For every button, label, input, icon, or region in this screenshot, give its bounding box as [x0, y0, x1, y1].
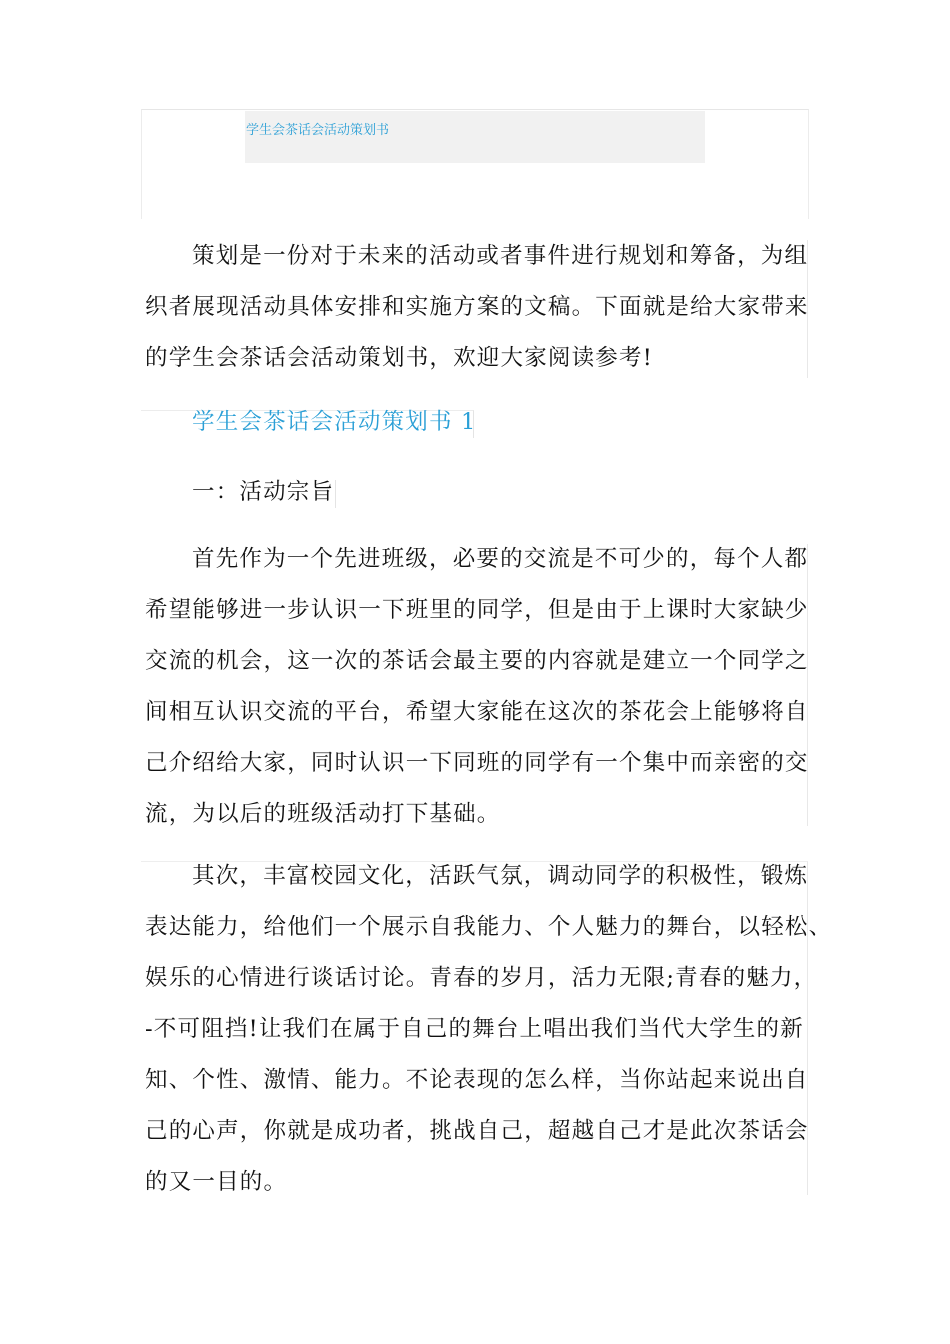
intro-line: 的学生会茶话会活动策划书，欢迎大家阅读参考! — [145, 345, 653, 371]
paragraph-line: 表达能力，给他们一个展示自我能力、个人魅力的舞台，以轻松、 — [145, 914, 833, 940]
paragraph-line: 首先作为一个先进班级，必要的交流是不可少的，每个人都 — [192, 546, 809, 572]
intro-line: 织者展现活动具体安排和实施方案的文稿。下面就是给大家带来 — [145, 294, 809, 320]
paragraph-line: 间相互认识交流的平台，希望大家能在这次的茶花会上能够将自 — [145, 699, 809, 725]
paragraph-line: -不可阻挡!让我们在属于自己的舞台上唱出我们当代大学生的新 — [145, 1016, 804, 1042]
paragraph-line: 其次，丰富校园文化，活跃气氛，调动同学的积极性，锻炼 — [192, 863, 809, 889]
paragraph-1-rule — [141, 544, 808, 826]
intro-line: 策划是一份对于未来的活动或者事件进行规划和筹备，为组 — [192, 243, 809, 269]
paragraph-line: 希望能够进一步认识一下班里的同学，但是由于上课时大家缺少 — [145, 597, 809, 623]
paragraph-line: 娱乐的心情进行谈话讨论。青春的岁月，活力无限;青春的魅力， — [145, 965, 818, 991]
paragraph-2-rule — [141, 861, 808, 1195]
subheading: 一：活动宗旨 — [192, 479, 335, 505]
paragraph-line: 交流的机会，这一次的茶话会最主要的内容就是建立一个同学之 — [145, 648, 809, 674]
paragraph-line: 知、个性、激情、能力。不论表现的怎么样，当你站起来说出自 — [145, 1067, 809, 1093]
intro-rule — [141, 240, 808, 378]
document-header-title: 学生会茶话会活动策划书 — [246, 123, 390, 138]
paragraph-line: 的又一目的。 — [145, 1169, 288, 1195]
paragraph-line: 己的心声，你就是成功者，挑战自己，超越自己才是此次茶话会 — [145, 1118, 809, 1144]
section-title: 学生会茶话会活动策划书 1 — [192, 409, 477, 435]
paragraph-line: 流，为以后的班级活动打下基础。 — [145, 801, 501, 827]
paragraph-line: 己介绍给大家，同时认识一下同班的同学有一个集中而亲密的交 — [145, 750, 809, 776]
